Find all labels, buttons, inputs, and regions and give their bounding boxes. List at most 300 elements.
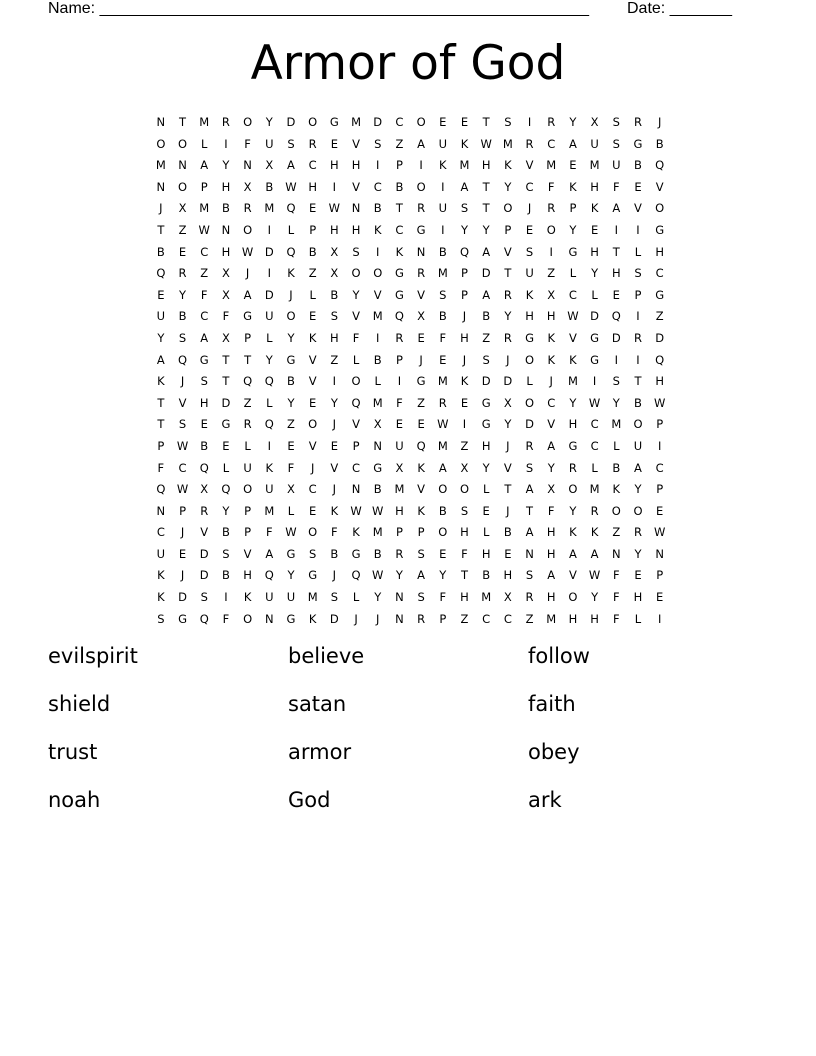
grid-letter: K [547,352,555,367]
grid-letter: I [332,374,337,389]
grid-letter: X [373,417,382,432]
grid-letter: A [287,158,295,173]
grid-letter: J [310,460,315,475]
grid-letter: I [527,115,532,129]
grid-letter: Z [308,266,317,281]
grid-letter: W [437,417,449,432]
grid-letter: N [351,482,361,497]
grid-letter: K [352,525,360,540]
grid-letter: V [503,460,512,475]
grid-letter: C [308,158,317,173]
grid-letter: Y [265,115,273,129]
grid-letter: R [308,136,317,151]
grid-letter: L [613,438,620,453]
grid-letter: P [309,222,317,237]
grid-letter: T [634,374,642,389]
grid-letter: I [419,158,423,173]
grid-letter: E [569,158,577,173]
grid-letter: U [612,158,621,173]
grid-letter: E [656,503,664,518]
grid-letter: G [221,417,231,432]
grid-letter: J [159,201,163,216]
grid-letter: K [504,158,512,173]
grid-letter: F [396,395,403,410]
grid-letter: I [441,222,445,237]
grid-letter: Y [460,222,468,237]
grid-letter: F [157,460,165,475]
grid-letter: T [482,115,490,129]
grid-letter: E [482,503,490,518]
grid-letter: C [373,179,382,194]
grid-letter: V [243,546,252,561]
grid-letter: G [286,611,296,626]
grid-letter: U [438,136,447,151]
grid-letter: I [376,158,380,173]
grid-letter: Y [591,590,599,605]
grid-letter: P [395,525,403,540]
grid-letter: C [178,460,187,475]
grid-letter: B [330,287,339,302]
grid-letter: S [417,590,425,605]
grid-letter: O [308,115,318,129]
grid-letter: E [200,417,208,432]
grid-letter: S [460,201,469,216]
grid-letter: G [590,330,600,345]
grid-letter: Q [416,438,426,453]
grid-letter: K [373,222,382,237]
grid-letter: A [200,158,209,173]
grid-letter: R [525,438,534,453]
word-list-item: ark [528,788,562,812]
grid-letter: N [156,115,166,129]
grid-letter: E [504,546,512,561]
grid-letter: O [438,525,448,540]
grid-letter: I [224,136,228,151]
grid-letter: C [395,115,404,129]
grid-letter: A [200,330,209,345]
grid-letter: T [179,115,187,129]
grid-letter: F [200,287,208,302]
grid-letter: V [308,374,317,389]
grid-letter: S [287,136,295,151]
grid-letter: S [525,460,534,475]
grid-letter: E [330,438,338,453]
grid-letter: U [438,201,447,216]
grid-letter: R [633,330,642,345]
grid-letter: B [373,352,382,367]
grid-letter: P [352,438,360,453]
grid-letter: K [308,611,317,626]
grid-letter: E [178,546,187,561]
grid-letter: K [590,525,599,540]
grid-letter: J [180,568,185,583]
grid-letter: H [546,525,556,540]
grid-letter: R [243,201,252,216]
grid-letter: D [199,546,209,561]
grid-letter: V [330,460,339,475]
grid-letter: W [198,222,210,237]
grid-letter: J [332,568,337,583]
grid-letter: Q [264,417,274,432]
grid-letter: E [612,287,620,302]
grid-letter: V [308,438,317,453]
grid-letter: F [265,525,273,540]
grid-letter: I [657,438,662,453]
grid-letter: B [438,244,447,259]
grid-letter: P [395,352,403,367]
grid-letter: Z [482,330,491,345]
grid-letter: W [328,201,341,216]
grid-letter: S [612,136,620,151]
grid-letter: G [394,287,404,302]
grid-letter: V [352,417,360,432]
grid-letter: U [265,482,274,497]
grid-letter: M [372,525,383,540]
grid-letter: A [243,287,252,302]
grid-letter: E [439,546,447,561]
grid-letter: C [200,244,209,259]
grid-letter: Y [569,395,577,410]
grid-letter: J [332,482,337,497]
grid-letter: L [482,482,490,497]
grid-letter: L [526,374,533,389]
grid-letter: M [351,115,361,129]
grid-letter: L [266,395,273,410]
grid-letter: Q [264,374,274,389]
grid-letter: L [634,611,642,626]
grid-letter: G [199,352,209,367]
grid-letter: Y [569,222,577,237]
grid-letter: K [569,525,577,540]
grid-letter: N [611,546,621,561]
grid-letter: F [331,525,338,540]
grid-letter: I [462,417,467,432]
grid-letter: T [612,244,620,259]
grid-letter: F [439,330,447,345]
grid-letter: E [634,568,642,583]
grid-letter: K [460,374,469,389]
grid-letter: Y [504,309,512,324]
grid-letter: J [332,417,337,432]
grid-letter: S [330,590,338,605]
grid-letter: E [309,201,317,216]
grid-letter: S [525,244,534,259]
grid-letter: V [568,568,577,583]
grid-letter: G [351,546,361,561]
grid-letter: N [156,503,166,518]
grid-letter: X [547,287,556,302]
grid-letter: B [482,568,491,583]
grid-letter: I [657,611,662,626]
grid-letter: O [611,503,621,518]
date-field: Date: _______ [627,0,732,17]
grid-letter: P [656,417,664,432]
grid-letter: S [352,244,360,259]
grid-letter: H [481,158,491,173]
grid-letter: P [634,287,642,302]
grid-letter: L [374,374,381,389]
grid-letter: G [308,568,318,583]
grid-letter: H [546,309,556,324]
grid-letter: A [482,244,491,259]
grid-letter: Y [287,395,295,410]
grid-letter: A [417,568,426,583]
grid-letter: R [243,417,252,432]
grid-letter: Y [395,568,403,583]
grid-letter: C [590,438,599,453]
grid-letter: Y [330,395,338,410]
grid-letter: Y [547,460,555,475]
grid-letter: H [221,244,231,259]
grid-letter: C [482,611,491,626]
grid-letter: I [636,309,640,324]
grid-letter: V [200,525,209,540]
grid-letter: Y [265,352,273,367]
word-list-item: faith [528,692,576,716]
grid-letter: C [655,460,664,475]
grid-letter: D [481,266,491,281]
grid-letter: J [180,374,185,389]
grid-letter: B [200,438,209,453]
grid-letter: S [222,546,230,561]
grid-letter: Q [286,244,296,259]
grid-letter: P [179,503,186,518]
grid-letter: X [590,115,599,129]
grid-letter: M [546,158,557,173]
grid-letter: L [244,438,251,453]
grid-letter: N [221,222,231,237]
grid-letter: G [481,417,491,432]
grid-letter: P [569,201,577,216]
grid-letter: B [655,136,664,151]
grid-letter: C [156,525,165,540]
grid-letter: I [441,179,445,194]
grid-letter: S [612,374,620,389]
grid-letter: H [655,244,664,259]
grid-letter: K [157,568,165,583]
page-title: Armor of God [250,36,566,91]
grid-letter: H [330,158,339,173]
grid-letter: S [178,330,187,345]
grid-letter: H [481,546,491,561]
grid-letter: K [287,266,295,281]
grid-letter: U [395,438,404,453]
grid-letter: B [438,309,447,324]
grid-letter: E [417,330,425,345]
grid-letter: M [372,395,383,410]
grid-letter: F [244,136,251,151]
grid-letter: S [482,352,490,367]
grid-letter: R [503,330,512,345]
grid-letter: A [547,568,556,583]
grid-letter: S [200,590,208,605]
grid-letter: V [655,179,664,194]
grid-letter: R [417,611,426,626]
name-field: Name: _______________________________________________________ [48,0,589,17]
grid-letter: Z [395,136,404,151]
grid-letter: W [176,482,189,497]
grid-letter: W [588,568,601,583]
grid-letter: K [590,201,599,216]
grid-letter: B [395,179,404,194]
grid-letter: G [568,438,578,453]
grid-letter: C [352,460,361,475]
grid-letter: C [547,395,556,410]
grid-letter: L [266,330,273,345]
grid-letter: O [308,417,318,432]
grid-letter: A [482,287,491,302]
grid-letter: B [178,309,187,324]
grid-letter: U [590,136,599,151]
grid-letter: B [265,179,274,194]
grid-letter: V [352,136,360,151]
grid-letter: H [351,222,361,237]
grid-letter: O [351,266,361,281]
grid-letter: N [156,179,166,194]
grid-letter: L [287,503,295,518]
grid-letter: X [417,309,426,324]
grid-letter: G [655,287,665,302]
word-list-item: noah [48,788,101,812]
grid-letter: D [611,330,621,345]
grid-letter: W [285,525,297,540]
grid-letter: P [461,266,468,281]
grid-letter: Z [200,266,209,281]
grid-letter: Z [612,525,621,540]
grid-letter: G [373,460,383,475]
grid-letter: Q [611,309,621,324]
grid-letter: I [636,222,640,237]
grid-letter: Z [287,417,295,432]
grid-letter: U [265,309,274,324]
grid-letter: H [460,330,469,345]
grid-letter: U [286,590,296,605]
grid-letter: X [178,201,187,216]
grid-letter: Z [178,222,187,237]
grid-letter: Y [591,266,599,281]
grid-letter: Z [525,611,534,626]
word-list-item: God [288,788,331,812]
grid-letter: B [634,395,642,410]
grid-letter: J [289,287,293,302]
grid-letter: G [416,222,426,237]
grid-letter: R [590,503,599,518]
grid-letter: W [350,503,362,518]
grid-letter: Q [243,374,253,389]
grid-letter: U [156,546,166,561]
grid-letter: H [590,611,599,626]
grid-letter: B [482,309,491,324]
grid-letter: J [462,309,467,324]
grid-letter: K [417,503,425,518]
grid-letter: B [612,460,621,475]
grid-letter: S [330,309,338,324]
grid-letter: G [178,611,187,626]
grid-letter: G [394,266,404,281]
grid-letter: A [438,460,447,475]
grid-letter: X [503,395,512,410]
grid-letter: S [525,568,534,583]
grid-letter: M [199,201,210,216]
grid-letter: F [287,460,295,475]
grid-letter: O [308,525,318,540]
grid-letter: V [352,309,360,324]
grid-letter: B [373,546,382,561]
grid-letter: V [525,158,534,173]
word-list-item: armor [288,740,352,764]
grid-letter: F [547,503,555,518]
grid-letter: O [546,222,556,237]
grid-letter: O [568,482,578,497]
grid-letter: K [417,460,425,475]
grid-letter: P [395,158,403,173]
grid-letter: K [330,503,339,518]
grid-letter: W [372,568,384,583]
grid-letter: X [200,482,209,497]
grid-letter: O [243,482,253,497]
grid-letter: F [612,179,620,194]
grid-letter: N [351,201,361,216]
grid-letter: F [612,590,620,605]
grid-letter: D [264,287,274,302]
grid-letter: K [569,352,577,367]
grid-letter: T [244,352,252,367]
grid-letter: L [591,460,598,475]
grid-letter: M [567,374,578,389]
grid-letter: J [180,525,185,540]
grid-letter: O [459,482,469,497]
grid-letter: M [437,374,448,389]
grid-letter: X [330,266,339,281]
grid-letter: K [460,136,469,151]
grid-letter: C [547,136,556,151]
grid-letter: T [222,374,230,389]
grid-letter: M [394,482,405,497]
grid-letter: D [590,309,600,324]
grid-letter: K [525,287,534,302]
grid-letter: S [460,503,469,518]
grid-letter: M [459,158,470,173]
grid-letter: X [330,244,339,259]
grid-letter: L [591,287,598,302]
grid-letter: Q [199,611,209,626]
grid-letter: F [461,546,468,561]
grid-letter: C [395,222,404,237]
grid-letter: J [354,611,358,626]
grid-letter: V [308,352,317,367]
grid-letter: W [176,438,189,453]
grid-letter: N [395,590,404,605]
grid-letter: M [307,590,318,605]
grid-letter: C [655,266,664,281]
grid-letter: C [200,309,209,324]
grid-letter: I [267,438,271,453]
grid-letter: Q [286,201,296,216]
grid-letter: P [157,438,165,453]
grid-letter: A [568,546,577,561]
grid-letter: N [264,611,274,626]
grid-letter: J [506,438,510,453]
grid-letter: D [373,115,383,129]
grid-letter: Z [460,438,469,453]
grid-letter: L [287,222,295,237]
grid-letter: K [547,330,555,345]
grid-letter: H [308,179,317,194]
grid-letter: E [287,438,295,453]
grid-letter: O [243,222,253,237]
grid-letter: L [222,460,230,475]
grid-letter: U [243,460,252,475]
